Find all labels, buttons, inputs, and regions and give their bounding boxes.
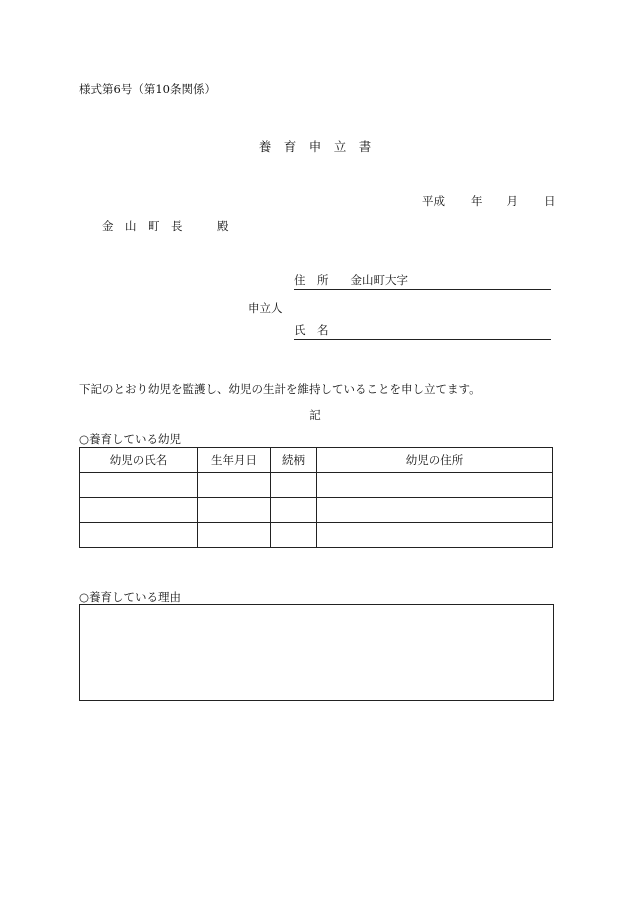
cell-relationship[interactable]: [271, 498, 317, 523]
date-day: 日: [544, 194, 556, 208]
form-number: 様式第6号（第10条関係）: [79, 82, 216, 96]
cell-child-name[interactable]: [80, 498, 198, 523]
cell-child-address[interactable]: [317, 498, 553, 523]
cell-birth-date[interactable]: [198, 523, 271, 548]
table-row: [80, 473, 553, 498]
cell-relationship[interactable]: [271, 473, 317, 498]
table-row: [80, 523, 553, 548]
date-era: 平成: [422, 194, 445, 208]
cell-birth-date[interactable]: [198, 473, 271, 498]
address-field[interactable]: [294, 272, 551, 290]
table-header-row: [80, 448, 553, 473]
header-child-name: 幼児の氏名: [80, 448, 198, 473]
children-section-heading: ○養育している幼児: [79, 432, 182, 446]
applicant-label: 申立人: [248, 301, 283, 315]
date-line: [422, 193, 556, 209]
addressee: 金 山 町 長 殿: [102, 219, 229, 233]
children-table: [79, 447, 553, 548]
reason-textbox[interactable]: [79, 604, 554, 701]
date-month: 月: [506, 194, 518, 208]
cell-relationship[interactable]: [271, 523, 317, 548]
cell-child-name[interactable]: [80, 473, 198, 498]
table-row: [80, 498, 553, 523]
cell-child-address[interactable]: [317, 473, 553, 498]
statement-text: 下記のとおり幼児を監護し、幼児の生計を維持していることを申し立てます。: [79, 382, 481, 396]
name-field[interactable]: [294, 322, 551, 340]
header-child-address: 幼児の住所: [317, 448, 553, 473]
header-birth-date: 生年月日: [198, 448, 271, 473]
cell-child-address[interactable]: [317, 523, 553, 548]
date-year: 年: [471, 194, 483, 208]
address-label: 住 所: [294, 273, 329, 287]
reason-section-heading: ○養育している理由: [79, 590, 182, 604]
page-title: 養 育 申 立 書: [258, 139, 372, 154]
cell-child-name[interactable]: [80, 523, 198, 548]
cell-birth-date[interactable]: [198, 498, 271, 523]
header-relationship: 続柄: [271, 448, 317, 473]
address-value: 金山町大字: [350, 273, 408, 287]
name-label: 氏 名: [294, 323, 329, 337]
ki-heading: 記: [309, 408, 321, 422]
